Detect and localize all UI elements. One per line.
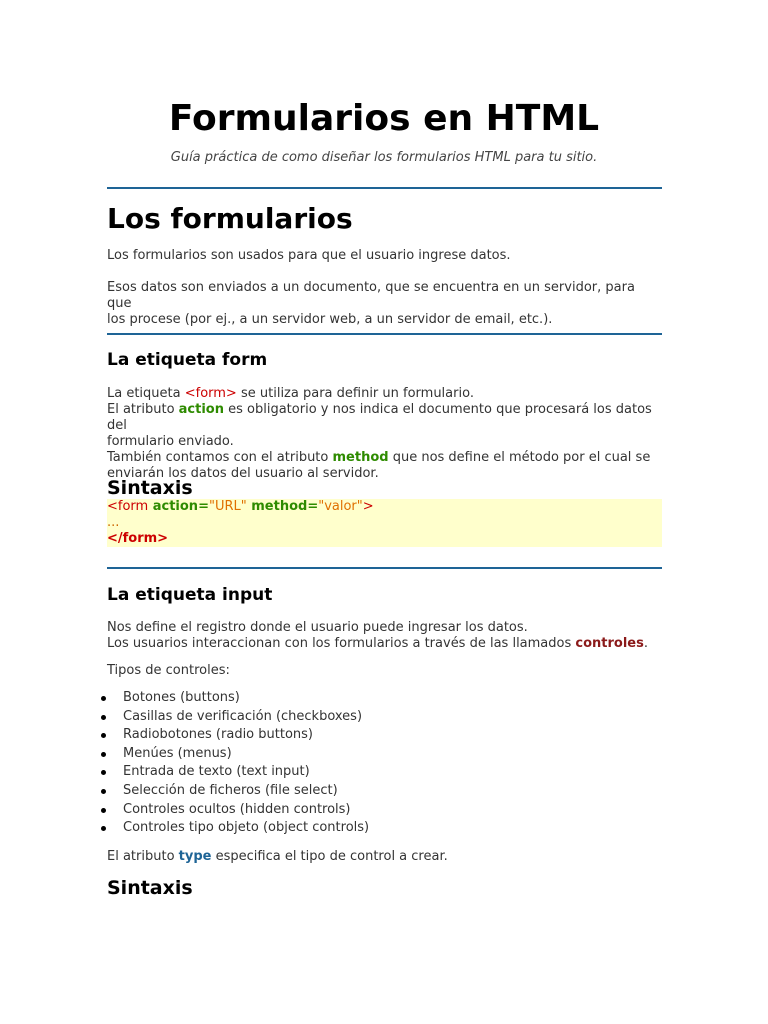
code-value: "URL" <box>208 499 247 514</box>
text: especifica el tipo de control a crear. <box>211 849 448 864</box>
code-tag: <form <box>107 499 149 514</box>
page-title: Formularios en HTML <box>168 98 600 139</box>
list-item: Entrada de texto (text input) <box>107 763 369 782</box>
page-subtitle: Guía práctica de como diseñar los formularios HTML para tu sitio. <box>170 150 598 165</box>
text: El atributo <box>107 849 179 864</box>
list-item: Selección de ficheros (file select) <box>107 782 369 801</box>
text-line: los procese (por ej., a un servidor web, a un servidor de email, etc.). <box>107 312 553 327</box>
list-item: Controles ocultos (hidden controls) <box>107 801 369 820</box>
text: El atributo <box>107 402 179 417</box>
section-heading-input-tag: La etiqueta input <box>107 585 273 605</box>
divider <box>107 333 662 335</box>
keyword-method: method <box>332 450 389 465</box>
code-tag: </form> <box>107 531 169 546</box>
code-line <box>107 531 662 547</box>
list-item: Radiobotones (radio buttons) <box>107 726 369 745</box>
code-line <box>107 515 662 531</box>
input-tag-description <box>107 620 662 652</box>
text: La etiqueta <box>107 386 185 401</box>
paragraph: Los formularios son usados para que el usuario ingrese datos. <box>107 248 511 263</box>
text: . <box>643 636 648 651</box>
code-value: "valor" <box>318 499 363 514</box>
divider <box>107 187 662 189</box>
text: Los usuarios interaccionan con los formularios a través de las llamados <box>107 636 576 651</box>
code-line <box>107 499 662 515</box>
code-tag: > <box>362 499 374 514</box>
keyword-controles: controles <box>575 636 644 651</box>
text: es obligatorio y nos indica el documento que procesará los datos del <box>107 402 652 433</box>
code-attr: method= <box>246 499 319 514</box>
section-heading-form-tag: La etiqueta form <box>107 350 268 370</box>
paragraph <box>107 280 662 328</box>
syntax-heading: Sintaxis <box>107 477 193 499</box>
text: que nos define el método por el cual se <box>388 450 651 465</box>
text: También contamos con el atributo <box>107 450 333 465</box>
list-item: Menúes (menus) <box>107 745 369 764</box>
types-label: Tipos de controles: <box>107 663 230 678</box>
code-ellipsis: ... <box>107 515 120 530</box>
form-tag-description <box>107 386 662 482</box>
text: se utiliza para definir un formulario. <box>236 386 474 401</box>
section-heading-formularios: Los formularios <box>107 202 353 235</box>
keyword-type: type <box>178 849 212 864</box>
list-item: Casillas de verificación (checkboxes) <box>107 708 369 727</box>
text: formulario enviado. <box>107 434 234 449</box>
code-block <box>107 499 662 547</box>
keyword-form: <form> <box>184 386 237 401</box>
keyword-action: action <box>178 402 224 417</box>
list-item: Controles tipo objeto (object controls) <box>107 819 369 838</box>
syntax-heading: Sintaxis <box>107 877 193 899</box>
code-attr: action= <box>148 499 209 514</box>
divider <box>107 567 662 569</box>
controls-list <box>107 689 369 838</box>
text: Nos define el registro donde el usuario puede ingresar los datos. <box>107 620 528 635</box>
list-item: Botones (buttons) <box>107 689 369 708</box>
text: enviarán los datos del usuario al servidor. <box>107 466 379 481</box>
type-description <box>107 849 662 865</box>
text-line: Esos datos son enviados a un documento, que se encuentra en un servidor, para que <box>107 280 635 311</box>
